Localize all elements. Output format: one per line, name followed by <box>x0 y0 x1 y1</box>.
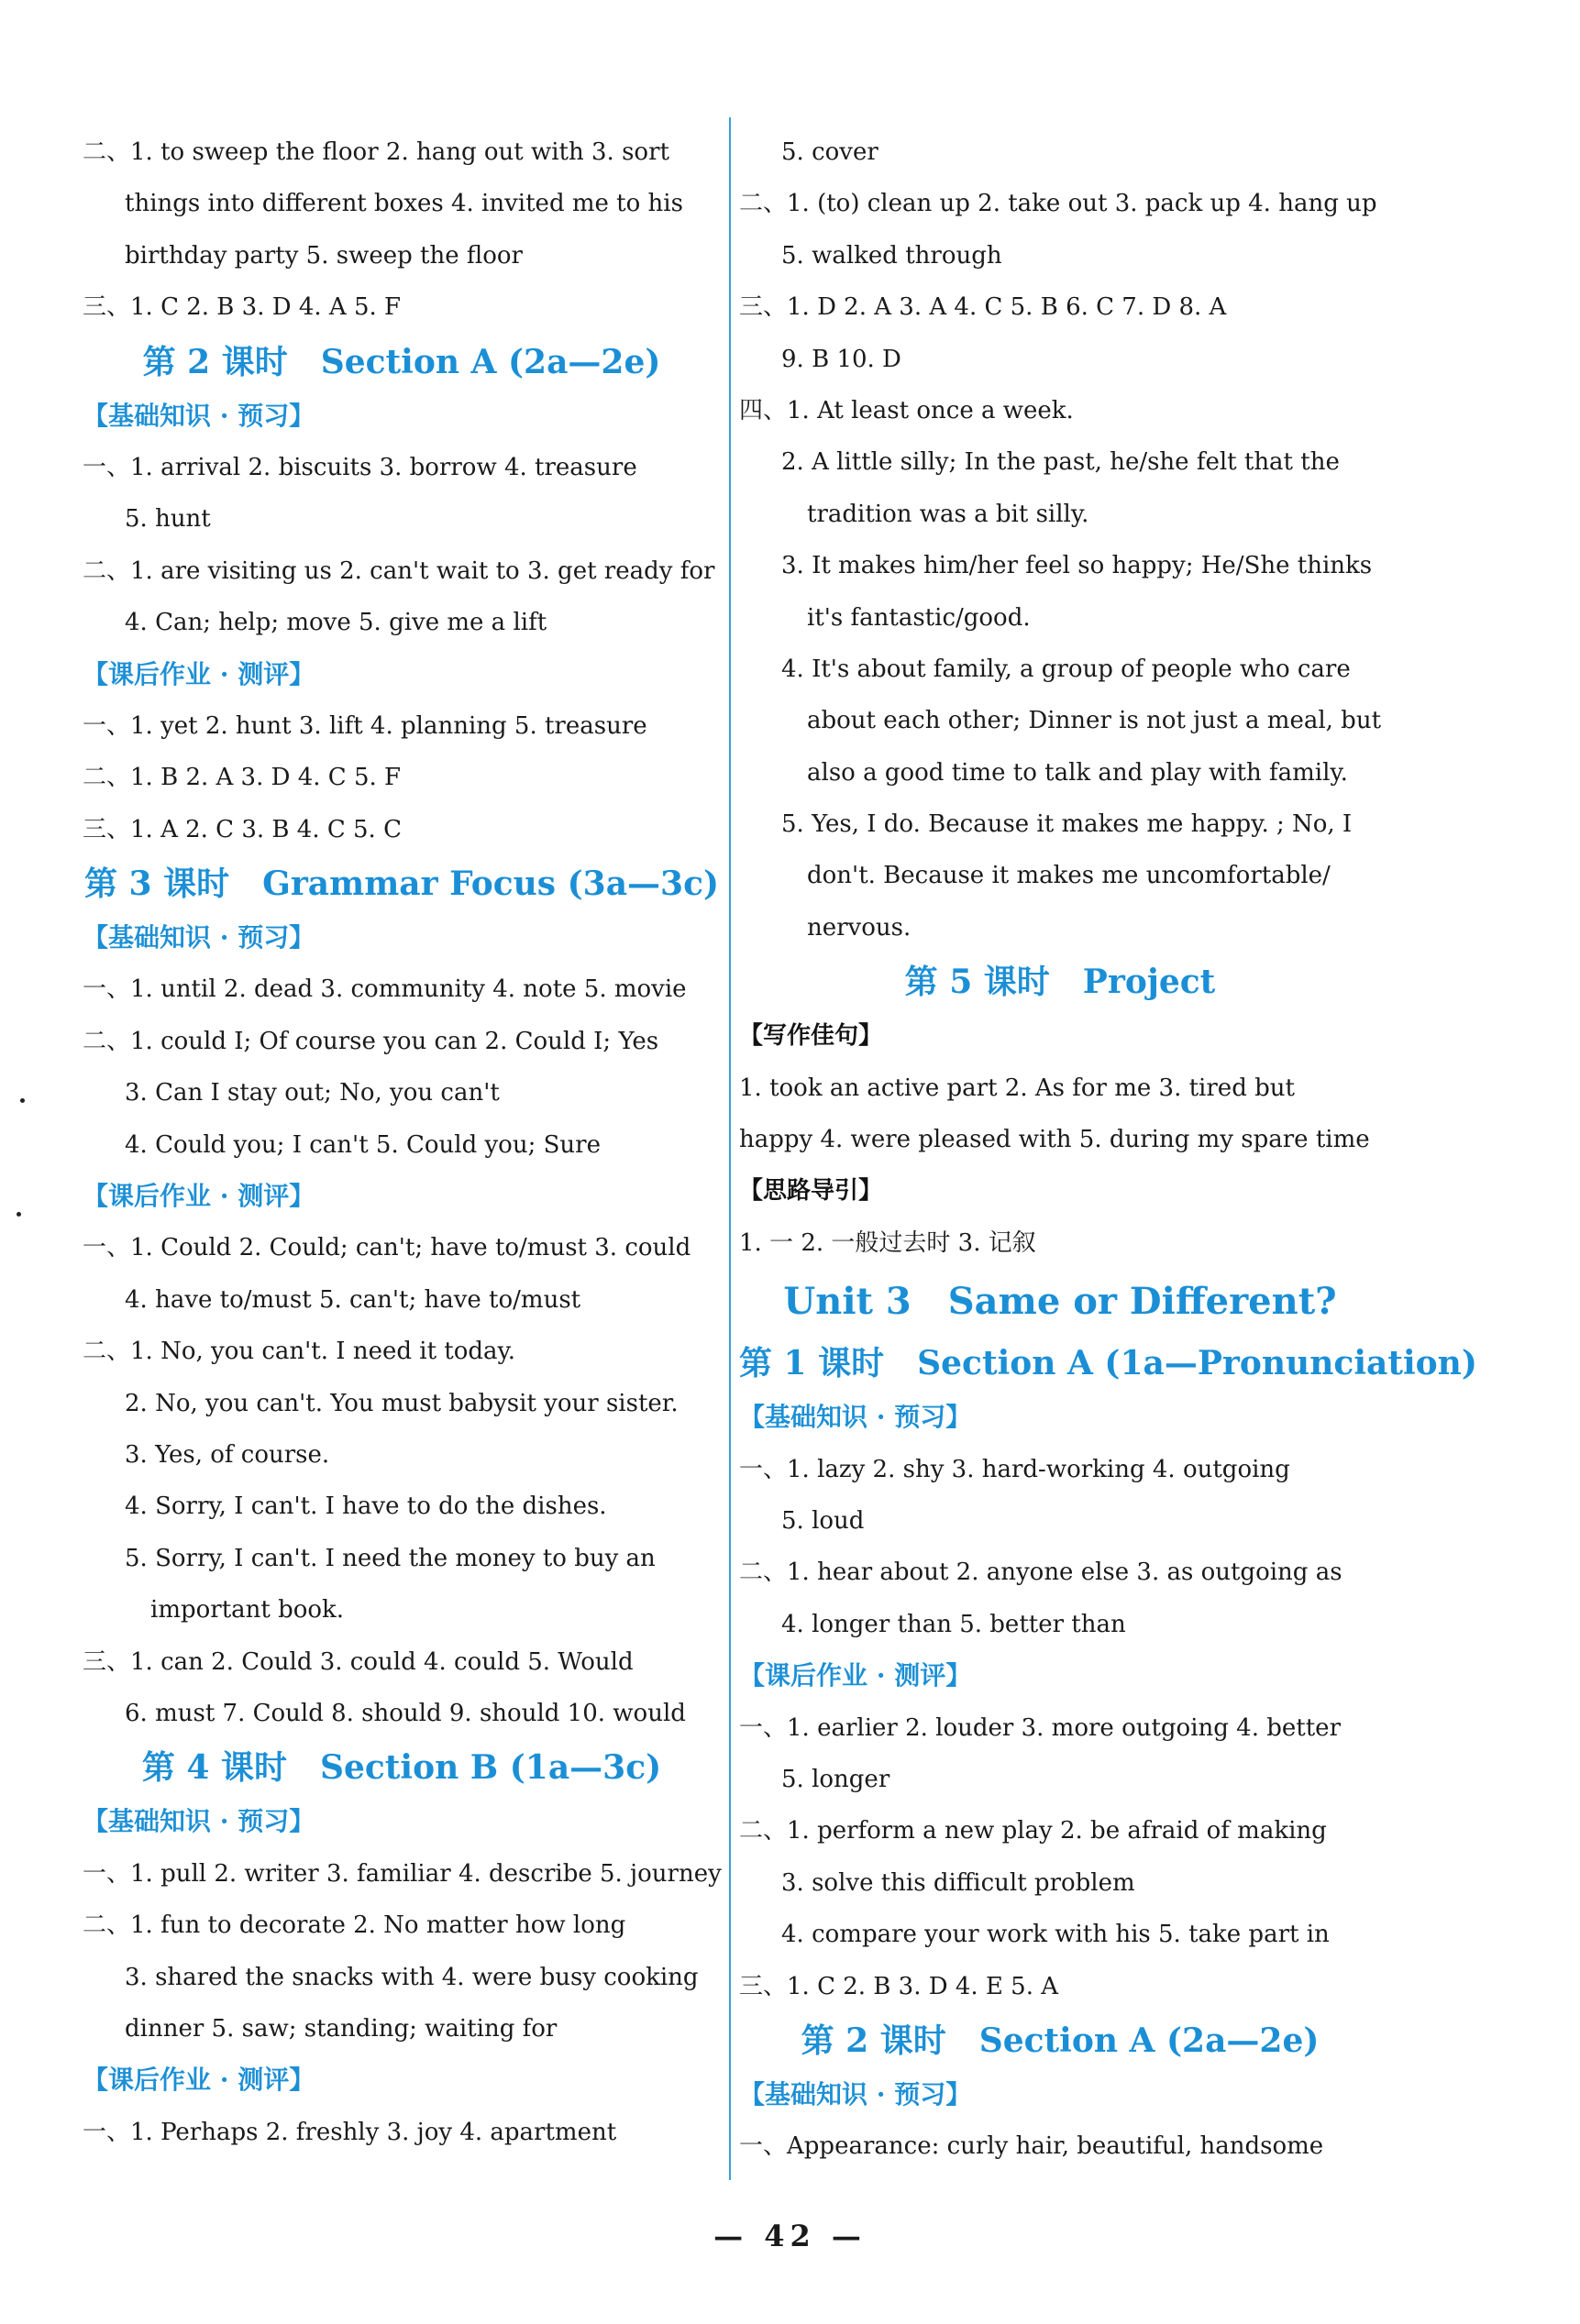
left-line: 一、1. yet 2. hunt 3. lift 4. planning 5. treasure <box>83 711 647 740</box>
left-line: 三、1. C 2. B 3. D 4. A 5. F <box>83 293 402 322</box>
column-divider <box>729 117 731 2180</box>
left-line: 一、1. Perhaps 2. freshly 3. joy 4. apartment <box>83 2118 617 2146</box>
left-line: 6. must 7. Could 8. should 9. should 10. would <box>125 1699 686 1727</box>
left-line: 3. shared the snacks with 4. were busy cooking <box>125 1963 699 1991</box>
left-section-tag: 【课后作业 · 测评】 <box>83 2065 315 2096</box>
right-line: nervous. <box>807 913 912 942</box>
right-line: happy 4. were pleased with 5. during my spare time <box>739 1126 1370 1154</box>
right-line: 2. A little silly; In the past, he/she felt that the <box>781 448 1340 477</box>
right-unit-heading: Unit 3 Same or Different? <box>783 1280 1337 1324</box>
right-lesson-heading: 第 2 课时 Section A (2a—2e) <box>801 2021 1320 2060</box>
left-line: 二、1. are visiting us 2. can't wait to 3. get ready for <box>83 556 715 585</box>
right-line: 5. longer <box>781 1765 890 1793</box>
left-line: 5. hunt <box>125 505 211 534</box>
right-line: 5. cover <box>781 138 878 166</box>
left-line: dinner 5. saw; standing; waiting for <box>125 2014 558 2043</box>
left-line: 4. Could you; I can't 5. Could you; Sure <box>125 1130 601 1159</box>
right-line: 二、1. perform a new play 2. be afraid of making <box>739 1817 1327 1845</box>
left-line: 5. Sorry, I can't. I need the money to buy an <box>125 1544 656 1572</box>
right-line: 3. solve this difficult problem <box>781 1868 1135 1897</box>
left-section-tag: 【课后作业 · 测评】 <box>83 658 315 689</box>
left-line: 三、1. A 2. C 3. B 4. C 5. C <box>83 815 402 843</box>
right-line: 二、1. (to) clean up 2. take out 3. pack up 4. hang up <box>739 190 1377 218</box>
left-section-tag: 【课后作业 · 测评】 <box>83 1181 315 1212</box>
right-line: it's fantastic/good. <box>807 603 1031 632</box>
left-line: 2. No, you can't. You must babysit your sister. <box>125 1389 679 1417</box>
right-line: 一、Appearance: curly hair, beautiful, handsome <box>739 2132 1324 2161</box>
left-line: things into different boxes 4. invited me to his <box>125 190 683 218</box>
right-line: 5. loud <box>781 1506 865 1535</box>
left-line: 二、1. fun to decorate 2. No matter how long <box>83 1911 626 1940</box>
left-line: important book. <box>150 1596 345 1625</box>
left-line: 二、1. B 2. A 3. D 4. C 5. F <box>83 764 402 792</box>
left-line: 二、1. No, you can't. I need it today. <box>83 1338 516 1366</box>
left-line: 一、1. pull 2. writer 3. familiar 4. describe 5. journey <box>83 1859 722 1888</box>
left-line: 一、1. arrival 2. biscuits 3. borrow 4. treasure <box>83 453 637 481</box>
right-line: 三、1. D 2. A 3. A 4. C 5. B 6. C 7. D 8. A <box>739 293 1227 322</box>
left-section-tag: 【基础知识 · 预习】 <box>83 1806 315 1837</box>
left-lesson-heading: 第 4 课时 Section B (1a—3c) <box>141 1748 662 1788</box>
right-line: 四、1. At least once a week. <box>739 396 1074 424</box>
left-line: 一、1. Could 2. Could; can't; have to/must 3. could <box>83 1234 691 1262</box>
right-line: don't. Because it makes me uncomfortable/ <box>807 862 1331 890</box>
right-section-tag: 【课后作业 · 测评】 <box>739 1660 972 1691</box>
right-line: 1. took an active part 2. As for me 3. tired but <box>739 1074 1295 1102</box>
left-line: 一、1. until 2. dead 3. community 4. note 5. movie <box>83 975 687 1004</box>
left-line: 4. Sorry, I can't. I have to do the dishes. <box>125 1492 607 1521</box>
right-line: also a good time to talk and play with family. <box>807 758 1348 787</box>
margin-dot <box>20 1098 25 1103</box>
right-line: 5. walked through <box>781 241 1002 270</box>
right-section-tag: 【思路导引】 <box>739 1177 883 1206</box>
right-column <box>739 127 1477 2173</box>
left-section-tag: 【基础知识 · 预习】 <box>83 400 315 431</box>
right-line: 4. longer than 5. better than <box>781 1610 1126 1638</box>
right-line: 一、1. earlier 2. louder 3. more outgoing 4. better <box>739 1713 1341 1742</box>
right-section-tag: 【基础知识 · 预习】 <box>739 1402 972 1433</box>
left-line: 4. Can; help; move 5. give me a lift <box>125 609 547 637</box>
margin-dot <box>17 1212 21 1217</box>
right-line: 一、1. lazy 2. shy 3. hard-working 4. outgoing <box>739 1455 1290 1483</box>
right-line: 4. It's about family, a group of people who care <box>781 655 1351 683</box>
right-line: 5. Yes, I do. Because it makes me happy. ; No, I <box>781 810 1353 839</box>
right-lesson-heading: 第 1 课时 Section A (1a—Pronunciation) <box>739 1344 1477 1383</box>
right-line: 4. compare your work with his 5. take part in <box>781 1921 1330 1949</box>
right-line: 9. B 10. D <box>781 345 901 373</box>
left-line: 三、1. can 2. Could 3. could 4. could 5. Would <box>83 1647 634 1676</box>
left-line: 3. Yes, of course. <box>125 1440 330 1469</box>
right-line: 二、1. hear about 2. anyone else 3. as outgoing as <box>739 1559 1342 1587</box>
left-column <box>83 127 721 2158</box>
right-line: tradition was a bit silly. <box>807 500 1089 528</box>
right-section-tag: 【基础知识 · 预习】 <box>739 2078 972 2109</box>
right-section-tag: 【写作佳句】 <box>739 1022 883 1051</box>
right-line: about each other; Dinner is not just a meal, but <box>807 707 1382 735</box>
right-line: 1. 一 2. 一般过去时 3. 记叙 <box>739 1228 1036 1257</box>
left-line: 3. Can I stay out; No, you can't <box>125 1079 500 1107</box>
left-section-tag: 【基础知识 · 预习】 <box>83 922 315 953</box>
right-line: 3. It makes him/her feel so happy; He/She thinks <box>781 552 1373 580</box>
page-number: — 42 — <box>713 2219 867 2253</box>
left-line: 二、1. could I; Of course you can 2. Could I; Yes <box>83 1027 659 1055</box>
right-line: 三、1. C 2. B 3. D 4. E 5. A <box>739 1972 1059 2000</box>
left-lesson-heading: 第 2 课时 Section A (2a—2e) <box>142 342 661 381</box>
left-lesson-heading: 第 3 课时 Grammar Focus (3a—3c) <box>83 865 720 904</box>
right-lesson-heading: 第 5 课时 Project <box>904 963 1216 1002</box>
left-line: birthday party 5. sweep the floor <box>125 241 523 270</box>
left-line: 4. have to/must 5. can't; have to/must <box>125 1285 581 1314</box>
left-line: 二、1. to sweep the floor 2. hang out with 3. sort <box>83 138 669 166</box>
